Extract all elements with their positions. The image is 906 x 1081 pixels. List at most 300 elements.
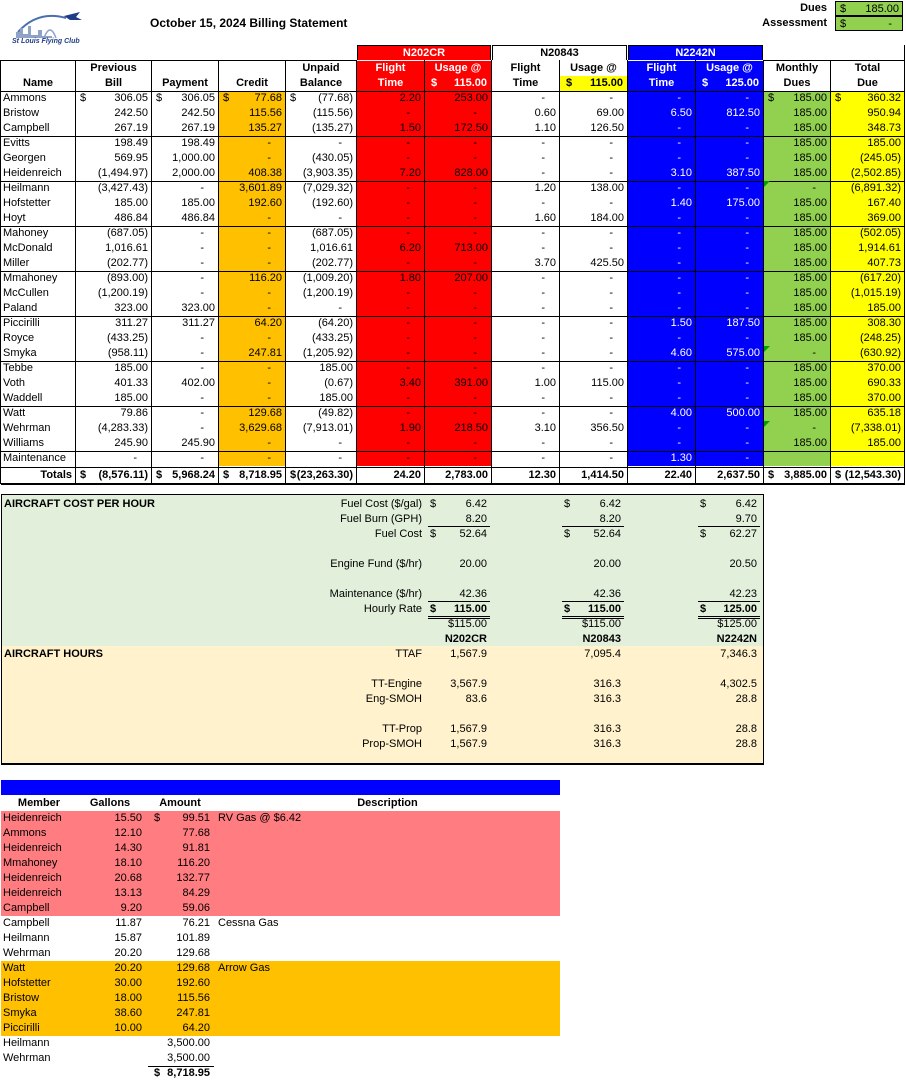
row-14-a1us bbox=[425, 301, 491, 316]
row-19-dues bbox=[764, 376, 830, 391]
cell-value: 126.50 bbox=[590, 122, 624, 134]
totals-value: (23,263.30) bbox=[296, 469, 353, 481]
totals-value: (8,576.11) bbox=[98, 469, 148, 481]
row-17-a3us bbox=[696, 346, 763, 361]
row-10-credit bbox=[219, 241, 285, 256]
fuel-gallons: 20.68 bbox=[114, 872, 142, 884]
fuel-amount: 247.81 bbox=[176, 1007, 210, 1019]
column-line bbox=[285, 60, 286, 484]
row-19-credit bbox=[219, 376, 285, 391]
totals-dues bbox=[764, 468, 830, 483]
row-18-a1us bbox=[425, 361, 491, 376]
fuel-member: Campbell bbox=[3, 917, 50, 929]
cell-value: 401.33 bbox=[114, 377, 148, 389]
row-15-pay bbox=[152, 316, 218, 331]
cell-value: (687.05) bbox=[312, 227, 353, 239]
row-0-a1us bbox=[425, 91, 491, 106]
cell-value: 2.20 bbox=[399, 92, 421, 104]
row-18-a2us bbox=[560, 361, 627, 376]
row-7-name bbox=[1, 196, 75, 211]
cell-value: (1,494.97) bbox=[97, 167, 148, 179]
fuel-amount: 192.60 bbox=[176, 977, 210, 989]
row-21-pay bbox=[152, 406, 218, 421]
row-19-name bbox=[1, 376, 75, 391]
row-13-credit bbox=[219, 286, 285, 301]
header-total-line2: Due bbox=[857, 77, 878, 89]
totals-a3us bbox=[696, 468, 763, 483]
row-19-total bbox=[831, 376, 904, 391]
row-20-a1ft bbox=[357, 391, 424, 406]
row-15-prev bbox=[76, 316, 151, 331]
row-10-name bbox=[1, 241, 75, 256]
cell-value: 6.20 bbox=[399, 242, 421, 254]
cell-value: Heidenreich bbox=[3, 167, 62, 179]
dues-value: 185.00 bbox=[865, 3, 899, 15]
row-4-prev bbox=[76, 151, 151, 166]
cost-value bbox=[562, 617, 624, 632]
cell-value: Georgen bbox=[3, 152, 46, 164]
row-15-a2us bbox=[560, 316, 627, 331]
cell-value: - bbox=[406, 182, 410, 194]
cell-value: - bbox=[541, 167, 545, 179]
fuel-member: Watt bbox=[3, 962, 26, 974]
row-5-unpaid bbox=[286, 166, 356, 181]
value-text: 6.42 bbox=[735, 498, 757, 510]
cell-value: - bbox=[473, 437, 477, 449]
row-10-a1us bbox=[425, 241, 491, 256]
fuel-amount: 84.29 bbox=[182, 887, 210, 899]
column-line bbox=[218, 60, 219, 484]
fuel-gallons: 18.10 bbox=[114, 857, 142, 869]
cell-value: - bbox=[745, 182, 749, 194]
fuel-amount: 101.89 bbox=[176, 932, 210, 944]
cell-value: 185.00 bbox=[867, 302, 901, 314]
row-24-total bbox=[831, 451, 904, 466]
cell-value: - bbox=[406, 452, 410, 464]
row-17-total bbox=[831, 346, 904, 361]
cell-value: - bbox=[406, 107, 410, 119]
totals-value: 8,718.95 bbox=[239, 469, 282, 481]
row-1-a1ft bbox=[357, 106, 424, 121]
cell-value: (893.00) bbox=[107, 272, 148, 284]
cell-value: 116.20 bbox=[249, 272, 282, 284]
row-22-a2ft bbox=[492, 421, 559, 436]
cell-value: 3.40 bbox=[399, 377, 421, 389]
row-2-a3ft bbox=[628, 121, 695, 136]
cell-value: - bbox=[609, 317, 613, 329]
row-20-total bbox=[831, 391, 904, 406]
row-9-credit bbox=[219, 226, 285, 241]
row-5-dues bbox=[764, 166, 830, 181]
cell-value: - bbox=[609, 362, 613, 374]
row-17-unpaid bbox=[286, 346, 356, 361]
cell-value: (502.05) bbox=[860, 227, 901, 239]
totals-value: 12.30 bbox=[528, 469, 556, 481]
cell-value: (115.56) bbox=[312, 107, 353, 119]
row-10-unpaid bbox=[286, 241, 356, 256]
column-line bbox=[627, 60, 628, 484]
cell-value: 242.50 bbox=[114, 107, 148, 119]
value-text: N20843 bbox=[582, 633, 621, 645]
fuel-gallons: 12.10 bbox=[114, 827, 142, 839]
cell-value: - bbox=[609, 227, 613, 239]
cost-row-label: Maintenance ($/hr) bbox=[329, 588, 422, 600]
cell-value: Voth bbox=[3, 377, 26, 389]
totals-top-line bbox=[1, 467, 904, 468]
row-2-dues bbox=[764, 121, 830, 136]
row-3-a3us bbox=[696, 136, 763, 151]
row-15-a3ft bbox=[628, 316, 695, 331]
row-1-a2ft bbox=[492, 106, 559, 121]
cell-value: - bbox=[406, 437, 410, 449]
fuel-gallons: 14.30 bbox=[114, 842, 142, 854]
cell-value: - bbox=[677, 302, 681, 314]
cell-value: 185.00 bbox=[793, 287, 827, 299]
fuel-group-description: RV Gas @ $6.42 bbox=[218, 812, 302, 824]
row-6-a3ft bbox=[628, 181, 695, 196]
cell-value: - bbox=[609, 92, 613, 104]
row-19-pay bbox=[152, 376, 218, 391]
totals-a2ft bbox=[492, 468, 559, 483]
cell-value: Piccirilli bbox=[3, 317, 40, 329]
cell-value: (617.20) bbox=[860, 272, 901, 284]
cell-value: Mmahoney bbox=[3, 272, 58, 284]
cell-value: 1.10 bbox=[534, 122, 556, 134]
cell-value: - bbox=[406, 332, 410, 344]
row-2-total bbox=[831, 121, 904, 136]
row-6-a1us bbox=[425, 181, 491, 196]
rate-dollar: $ bbox=[702, 77, 709, 89]
cell-value: - bbox=[541, 407, 545, 419]
cell-value: - bbox=[541, 302, 545, 314]
cell-value: 1,000.00 bbox=[172, 152, 215, 164]
value-text: 6.42 bbox=[599, 498, 621, 510]
cost-value bbox=[562, 512, 624, 527]
cell-value: 370.00 bbox=[867, 362, 901, 374]
fuel-gallons: 10.00 bbox=[114, 1022, 142, 1034]
cell-value: - bbox=[677, 137, 681, 149]
cell-value: - bbox=[406, 407, 410, 419]
totals-unpaid bbox=[286, 468, 356, 483]
cell-value: Heilmann bbox=[3, 182, 50, 194]
row-2-prev bbox=[76, 121, 151, 136]
cell-value: 185.00 bbox=[793, 377, 827, 389]
row-11-total bbox=[831, 256, 904, 271]
row-5-a2ft bbox=[492, 166, 559, 181]
row-1-a2us bbox=[560, 106, 627, 121]
value-text: 42.36 bbox=[459, 588, 487, 600]
row-5-total bbox=[831, 166, 904, 181]
row-22-prev bbox=[76, 421, 151, 436]
cell-value: - bbox=[677, 332, 681, 344]
row-22-unpaid bbox=[286, 421, 356, 436]
cost-value bbox=[698, 617, 760, 632]
column-line bbox=[830, 60, 831, 484]
row-21-a3us bbox=[696, 406, 763, 421]
row-21-a2ft bbox=[492, 406, 559, 421]
value-text: 28.8 bbox=[735, 738, 757, 750]
row-23-a1us bbox=[425, 436, 491, 451]
cell-value: 185.00 bbox=[793, 302, 827, 314]
row-8-pay bbox=[152, 211, 218, 226]
fuel-member: Bristow bbox=[3, 992, 40, 1004]
cell-value: - bbox=[200, 332, 204, 344]
cell-value: (7,029.32) bbox=[302, 182, 353, 194]
group-separator bbox=[1, 316, 904, 317]
row-10-pay bbox=[152, 241, 218, 256]
cell-value: (687.05) bbox=[107, 227, 148, 239]
header-unpaid-line1: Unpaid bbox=[302, 62, 340, 74]
fuel-member: Campbell bbox=[3, 902, 50, 914]
cell-value: - bbox=[677, 422, 681, 434]
cell-value: - bbox=[473, 317, 477, 329]
cell-value: - bbox=[473, 287, 477, 299]
row-9-unpaid bbox=[286, 226, 356, 241]
totals-value: 2,637.50 bbox=[717, 469, 760, 481]
cost-value bbox=[428, 722, 490, 737]
dues-value-cell bbox=[835, 1, 903, 16]
cell-value: 185.00 bbox=[793, 392, 827, 404]
cell-value: - bbox=[609, 152, 613, 164]
row-5-a1us bbox=[425, 166, 491, 181]
row-14-pay bbox=[152, 301, 218, 316]
cost-row-label: Engine Fund ($/hr) bbox=[330, 558, 422, 570]
cell-value: 4.60 bbox=[670, 347, 692, 359]
group-separator bbox=[1, 136, 904, 137]
row-15-a2ft bbox=[492, 316, 559, 331]
row-22-name bbox=[1, 421, 75, 436]
dollar-sign: $ bbox=[835, 469, 842, 481]
value-text: 1,567.9 bbox=[450, 648, 487, 660]
value-text: 28.8 bbox=[735, 723, 757, 735]
row-2-credit bbox=[219, 121, 285, 136]
cell-value: 185.00 bbox=[793, 362, 827, 374]
cell-value: 3.10 bbox=[534, 422, 556, 434]
row-13-a2us bbox=[560, 286, 627, 301]
row-5-pay bbox=[152, 166, 218, 181]
header-credit-line2: Credit bbox=[236, 77, 268, 89]
cell-value: - bbox=[406, 392, 410, 404]
cell-value: 1,016.61 bbox=[105, 242, 148, 254]
cell-value: 1.00 bbox=[534, 377, 556, 389]
cell-value: 167.40 bbox=[867, 197, 901, 209]
row-21-name bbox=[1, 406, 75, 421]
row-2-a3us bbox=[696, 121, 763, 136]
header-top-line-right bbox=[764, 60, 905, 61]
row-20-prev bbox=[76, 391, 151, 406]
row-18-a1ft bbox=[357, 361, 424, 376]
cost-value bbox=[562, 587, 624, 602]
cell-value: - bbox=[745, 287, 749, 299]
cell-value: 138.00 bbox=[590, 182, 624, 194]
row-12-a2ft bbox=[492, 271, 559, 286]
row-23-a3us bbox=[696, 436, 763, 451]
cell-value: (1,205.92) bbox=[302, 347, 353, 359]
row-20-a3us bbox=[696, 391, 763, 406]
fuel-member: Heilmann bbox=[3, 932, 50, 944]
row-2-a2us bbox=[560, 121, 627, 136]
row-2-a2ft bbox=[492, 121, 559, 136]
row-4-a1us bbox=[425, 151, 491, 166]
value-text: N202CR bbox=[444, 633, 487, 645]
cell-value: (7,913.01) bbox=[302, 422, 353, 434]
cost-value bbox=[698, 677, 760, 692]
row-17-a3ft bbox=[628, 346, 695, 361]
cell-value: - bbox=[338, 437, 342, 449]
cell-value: - bbox=[338, 212, 342, 224]
row-23-dues bbox=[764, 436, 830, 451]
row-18-a3ft bbox=[628, 361, 695, 376]
cell-value: (192.60) bbox=[312, 197, 353, 209]
row-20-a2us bbox=[560, 391, 627, 406]
dollar-sign: $ bbox=[154, 1067, 161, 1079]
cell-value: 425.50 bbox=[590, 257, 624, 269]
row-6-dues bbox=[764, 181, 830, 196]
row-22-a1us bbox=[425, 421, 491, 436]
totals-prev bbox=[76, 468, 151, 483]
cell-value: - bbox=[745, 152, 749, 164]
cell-value: 713.00 bbox=[454, 242, 488, 254]
cell-value: - bbox=[473, 407, 477, 419]
cell-value: - bbox=[745, 137, 749, 149]
totals-value: 5,968.24 bbox=[172, 469, 215, 481]
row-1-unpaid bbox=[286, 106, 356, 121]
cell-value: - bbox=[406, 347, 410, 359]
row-23-pay bbox=[152, 436, 218, 451]
cell-value: 407.73 bbox=[867, 257, 901, 269]
cell-value: 370.00 bbox=[867, 392, 901, 404]
row-20-pay bbox=[152, 391, 218, 406]
value-text: $115.00 bbox=[582, 618, 621, 630]
row-7-a1us bbox=[425, 196, 491, 211]
cell-value: 115.00 bbox=[591, 377, 624, 389]
cell-value: - bbox=[677, 257, 681, 269]
row-11-a1us bbox=[425, 256, 491, 271]
row-21-dues bbox=[764, 406, 830, 421]
header-total-line1: Total bbox=[854, 62, 881, 74]
row-20-a2ft bbox=[492, 391, 559, 406]
cell-value: - bbox=[541, 227, 545, 239]
cell-value: - bbox=[609, 452, 613, 464]
row-7-a2us bbox=[560, 196, 627, 211]
row-7-total bbox=[831, 196, 904, 211]
value-text: 52.64 bbox=[459, 528, 487, 540]
value-text: N2242N bbox=[716, 633, 757, 645]
fuel-amount: 115.56 bbox=[177, 992, 210, 1004]
row-10-prev bbox=[76, 241, 151, 256]
row-6-credit bbox=[219, 181, 285, 196]
row-11-a3ft bbox=[628, 256, 695, 271]
row-24-prev bbox=[76, 451, 151, 466]
row-14-a3ft bbox=[628, 301, 695, 316]
cell-value: 207.00 bbox=[454, 272, 488, 284]
cost-row-label: TTAF bbox=[395, 648, 422, 660]
row-0-name bbox=[1, 91, 75, 106]
row-5-a3ft bbox=[628, 166, 695, 181]
cell-value: 1.50 bbox=[399, 122, 421, 134]
row-0-a2us bbox=[560, 91, 627, 106]
cell-value: 192.60 bbox=[248, 197, 282, 209]
fuel-member: Smyka bbox=[3, 1007, 37, 1019]
row-6-prev bbox=[76, 181, 151, 196]
cell-value: Maintenance bbox=[3, 452, 66, 464]
cost-value bbox=[428, 737, 490, 752]
cell-value: (77.68) bbox=[318, 92, 353, 104]
cell-value: (7,338.01) bbox=[850, 422, 901, 434]
cell-value: (135.27) bbox=[312, 122, 353, 134]
row-22-dues bbox=[764, 421, 830, 436]
fuel-member: Heidenreich bbox=[3, 842, 62, 854]
value-text: 4,302.5 bbox=[720, 678, 757, 690]
row-1-dues bbox=[764, 106, 830, 121]
value-text: 28.8 bbox=[735, 693, 757, 705]
row-5-name bbox=[1, 166, 75, 181]
group-separator bbox=[1, 361, 904, 362]
row-7-unpaid bbox=[286, 196, 356, 211]
value-text: 3,567.9 bbox=[450, 678, 487, 690]
cell-value: 185.00 bbox=[867, 437, 901, 449]
value-text: 7,346.3 bbox=[720, 648, 757, 660]
cell-value: 1,016.61 bbox=[310, 242, 353, 254]
cell-value: 135.27 bbox=[248, 122, 282, 134]
value-text: 83.6 bbox=[465, 693, 487, 705]
cell-value: - bbox=[267, 437, 271, 449]
cell-value: McCullen bbox=[3, 287, 49, 299]
value-text: 316.3 bbox=[593, 723, 621, 735]
value-text: 6.42 bbox=[465, 498, 487, 510]
cell-value: 402.00 bbox=[181, 377, 215, 389]
row-18-a3us bbox=[696, 361, 763, 376]
cell-value: 6.50 bbox=[670, 107, 692, 119]
row-14-credit bbox=[219, 301, 285, 316]
fuel-gallons: 13.13 bbox=[114, 887, 142, 899]
row-24-a2ft bbox=[492, 451, 559, 466]
row-5-a1ft bbox=[357, 166, 424, 181]
cell-value: - bbox=[541, 137, 545, 149]
row-16-a3us bbox=[696, 331, 763, 346]
row-24-unpaid bbox=[286, 451, 356, 466]
dollar-sign: $ bbox=[768, 92, 775, 104]
row-18-name bbox=[1, 361, 75, 376]
fuel-gallons: 18.00 bbox=[114, 992, 142, 1004]
totals-bottom-line bbox=[1, 483, 904, 485]
row-0-total bbox=[831, 91, 904, 106]
cell-value: McDonald bbox=[3, 242, 53, 254]
row-17-pay bbox=[152, 346, 218, 361]
fuel-member: Wehrman bbox=[3, 1052, 51, 1064]
row-22-pay bbox=[152, 421, 218, 436]
row-10-a3us bbox=[696, 241, 763, 256]
header-a1ft-line2: Time bbox=[357, 76, 424, 91]
fuel-amount: 76.21 bbox=[182, 917, 210, 929]
row-24-credit bbox=[219, 451, 285, 466]
cell-value: - bbox=[609, 272, 613, 284]
row-20-dues bbox=[764, 391, 830, 406]
cell-value: - bbox=[677, 437, 681, 449]
row-13-name bbox=[1, 286, 75, 301]
value-text: 8.20 bbox=[465, 513, 487, 525]
cell-value: - bbox=[609, 332, 613, 344]
cost-value bbox=[428, 677, 490, 692]
column-line-right bbox=[904, 45, 905, 485]
row-9-a3ft bbox=[628, 226, 695, 241]
row-4-credit bbox=[219, 151, 285, 166]
row-18-dues bbox=[764, 361, 830, 376]
cell-value: Bristow bbox=[3, 107, 40, 119]
cell-value: - bbox=[473, 152, 477, 164]
row-11-credit bbox=[219, 256, 285, 271]
column-line bbox=[151, 60, 152, 484]
